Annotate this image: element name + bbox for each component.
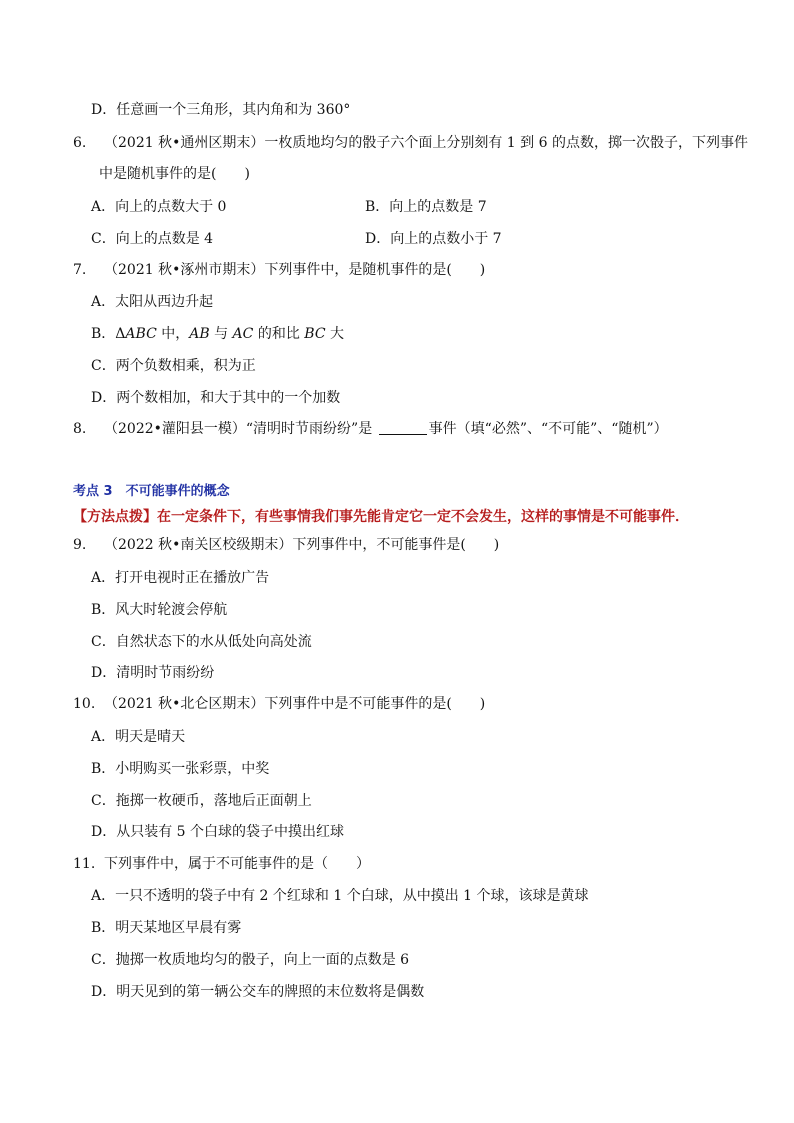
q8-stem-after: 事件（填“必然”、“不可能”、“随机”） <box>428 421 668 437</box>
q7-option-b-mid3: 的和比 <box>253 326 305 342</box>
q10-option-d: D．从只装有 5 个白球的袋子中摸出红球 <box>91 824 345 840</box>
q11-number: 11. <box>73 856 96 872</box>
q9-option-a: A．打开电视时正在播放广告 <box>91 570 270 586</box>
q11-stem <box>73 854 370 874</box>
q5-option-d: D．任意画一个三角形，其内角和为 360° <box>91 102 351 118</box>
q10-option-c: C．拖掷一枚硬币，落地后正面朝上 <box>91 793 312 809</box>
q7-option-b-prefix: B．Δ <box>91 326 126 342</box>
q11-option-a: A．一只不透明的袋子中有 2 个红球和 1 个白球，从中摸出 1 个球，该球是黄球 <box>91 888 589 904</box>
q10-option-a: A．明天是晴天 <box>91 729 186 745</box>
q7-stem-text: （2021 秋•涿州市期末）下列事件中，是随机事件的是( ) <box>104 262 486 278</box>
q11-stem-text: 下列事件中，属于不可能事件的是（ ） <box>104 856 370 872</box>
q9-option-d: D．清明时节雨纷纷 <box>91 665 215 681</box>
method-tip <box>73 507 689 527</box>
q9-option-c: C．自然状态下的水从低处向高处流 <box>91 634 312 650</box>
q11-option-c: C．抛掷一枚质地均匀的骰子，向上一面的点数是 6 <box>91 952 410 968</box>
method-tip-label: 【方法点拨】 <box>73 509 157 525</box>
q9-option-b: B．风大时轮渡会停航 <box>91 602 228 618</box>
q7-option-b <box>91 324 344 344</box>
q6-option-d: D．向上的点数小于 7 <box>365 231 502 247</box>
q6-stem-line2: 中是随机事件的是( ) <box>99 166 250 182</box>
q6-option-b: B．向上的点数是 7 <box>365 199 487 215</box>
q7-option-b-ab: AB <box>189 326 210 342</box>
q6-stem <box>73 133 748 153</box>
q7-option-c: C．两个负数相乘，积为正 <box>91 358 256 374</box>
q8-number: 8. <box>73 421 87 437</box>
q7-option-b-bc: BC <box>304 326 326 342</box>
q8-stem-before: （2022•灌阳县一模）“清明时节雨纷纷”是 <box>104 421 377 437</box>
q10-number: 10. <box>73 696 96 712</box>
q6-option-c: C．向上的点数是 4 <box>91 231 214 247</box>
q7-option-d: D．两个数相加，和大于其中的一个加数 <box>91 390 341 406</box>
section-3-title: 考点 3 不可能事件的概念 <box>73 484 230 499</box>
q9-number: 9. <box>73 537 87 553</box>
q7-number: 7. <box>73 262 87 278</box>
q6-option-a: A．向上的点数大于 0 <box>91 199 227 215</box>
method-tip-text: 在一定条件下，有些事情我们事先能肯定它一定不会发生，这样的事情是不可能事件． <box>157 509 689 525</box>
q10-option-b: B．小明购买一张彩票，中奖 <box>91 761 270 777</box>
q11-option-d: D．明天见到的第一辆公交车的牌照的末位数将是偶数 <box>91 984 425 1000</box>
q11-option-b: B．明天某地区早晨有雾 <box>91 920 242 936</box>
q6-stem-line1: （2021 秋•通州区期末）一枚质地均匀的骰子六个面上分别刻有 1 到 6 的点数，掷一次骰子，下列事件 <box>104 135 748 151</box>
q6-number: 6. <box>73 135 87 151</box>
q7-stem <box>73 260 485 280</box>
q9-stem <box>73 535 499 555</box>
q7-option-a: A．太阳从西边升起 <box>91 294 214 310</box>
q7-option-b-triangle: ABC <box>125 326 157 342</box>
q8-answer-blank[interactable] <box>379 420 427 435</box>
q7-option-b-mid2: 与 <box>209 326 233 342</box>
q10-stem <box>73 694 485 714</box>
q10-stem-text: （2021 秋•北仑区期末）下列事件中是不可能事件的是( ) <box>104 696 486 712</box>
q9-stem-text: （2022 秋•南关区校级期末）下列事件中，不可能事件是( ) <box>104 537 500 553</box>
q7-option-b-suffix: 大 <box>325 326 344 342</box>
q7-option-b-mid1: 中， <box>156 326 190 342</box>
q8-stem <box>73 419 668 439</box>
q7-option-b-ac: AC <box>232 326 254 342</box>
